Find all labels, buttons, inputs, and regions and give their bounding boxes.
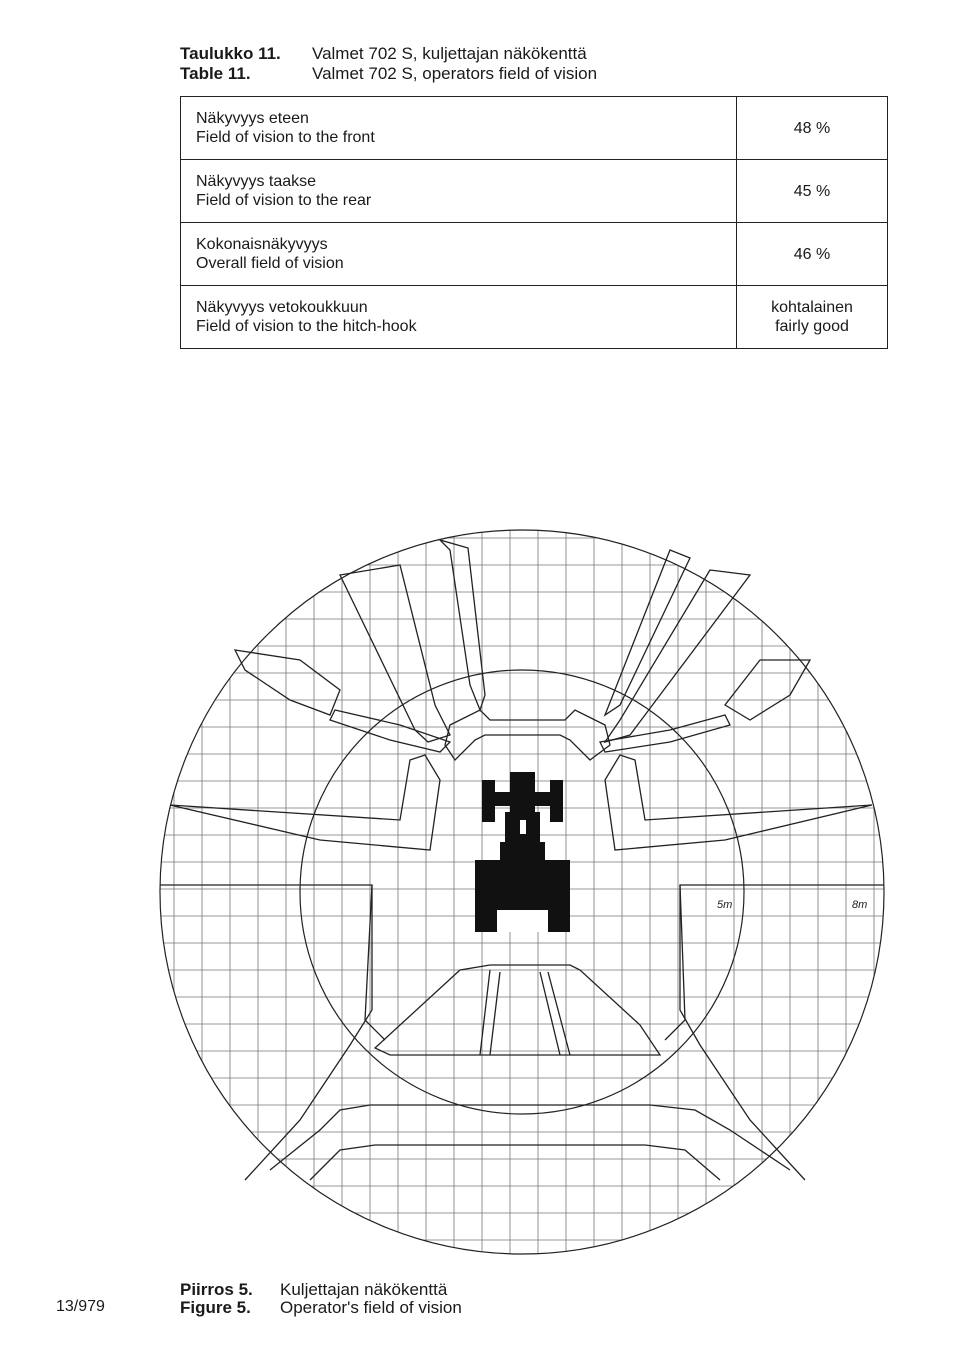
- rear-right-wall-inner: [665, 885, 685, 1040]
- table-row: [181, 97, 888, 160]
- rear-right-wheel: [548, 912, 570, 932]
- front-right-wheel: [550, 780, 563, 822]
- row-value: 46 %: [737, 223, 888, 286]
- figure-title-en: Operator's field of vision: [280, 1298, 462, 1317]
- tractor-cab-base: [500, 842, 545, 860]
- field-of-vision-diagram: [150, 520, 895, 1260]
- visibility-table: [180, 96, 888, 349]
- figure-label-fi: Piirros 5.: [180, 1280, 253, 1299]
- table-row: [181, 160, 888, 223]
- figure-caption-fi: [180, 1280, 447, 1300]
- figure-label-en: Figure 5.: [180, 1298, 251, 1317]
- right-mirror-arm: [725, 660, 810, 720]
- table-caption-en: [180, 64, 597, 84]
- tractor-silhouette: [475, 772, 570, 932]
- table-label-fi: Taulukko 11.: [180, 44, 281, 63]
- front-right-pillar: [605, 570, 750, 742]
- front-left-pillar-inner: [440, 540, 485, 710]
- table-caption-fi: [180, 44, 587, 64]
- front-right-pillar-inner: [605, 550, 690, 715]
- row-label: Näkyvyys vetokoukkuun Field of vision to the hitch-hook: [181, 286, 737, 349]
- front-left-wheel: [482, 780, 495, 822]
- row-label: Näkyvyys eteen Field of vision to the front: [181, 97, 737, 160]
- rear-right-wall: [680, 885, 884, 1180]
- table-label-en: Table 11.: [180, 64, 251, 83]
- tractor-rear: [475, 860, 570, 912]
- table-row: [181, 286, 888, 349]
- table-row: [181, 223, 888, 286]
- label-8m: 8m: [852, 899, 868, 911]
- rear-window-post-right: [540, 972, 570, 1055]
- row-value: kohtalainen fairly good: [737, 286, 888, 349]
- rear-window-post-left: [480, 970, 500, 1055]
- table-title-en: Valmet 702 S, operators field of vision: [312, 64, 598, 83]
- row-label: Kokonaisnäkyvyys Overall field of vision: [181, 223, 737, 286]
- rear-left-wheel: [475, 912, 497, 932]
- rear-window-frame: [375, 965, 660, 1055]
- cab-front: [445, 710, 610, 760]
- rear-left-wall: [160, 885, 372, 1180]
- page-number: 13/979: [56, 1298, 105, 1315]
- label-5m: 5m: [717, 899, 733, 911]
- row-value: 45 %: [737, 160, 888, 223]
- left-mirror-arm: [235, 650, 340, 715]
- figure-title-fi: Kuljettajan näkökenttä: [280, 1280, 448, 1299]
- row-label: Näkyvyys taakse Field of vision to the rear: [181, 160, 737, 223]
- row-value: 48 %: [737, 97, 888, 160]
- figure-caption-en: [180, 1298, 462, 1318]
- front-axle: [495, 792, 550, 806]
- right-side-edge: [605, 755, 872, 850]
- left-side-edge: [170, 755, 440, 850]
- left-arm-link: [330, 710, 450, 752]
- rear-bottom-loop: [270, 1105, 790, 1180]
- table-title-fi: Valmet 702 S, kuljettajan näkökenttä: [312, 44, 587, 63]
